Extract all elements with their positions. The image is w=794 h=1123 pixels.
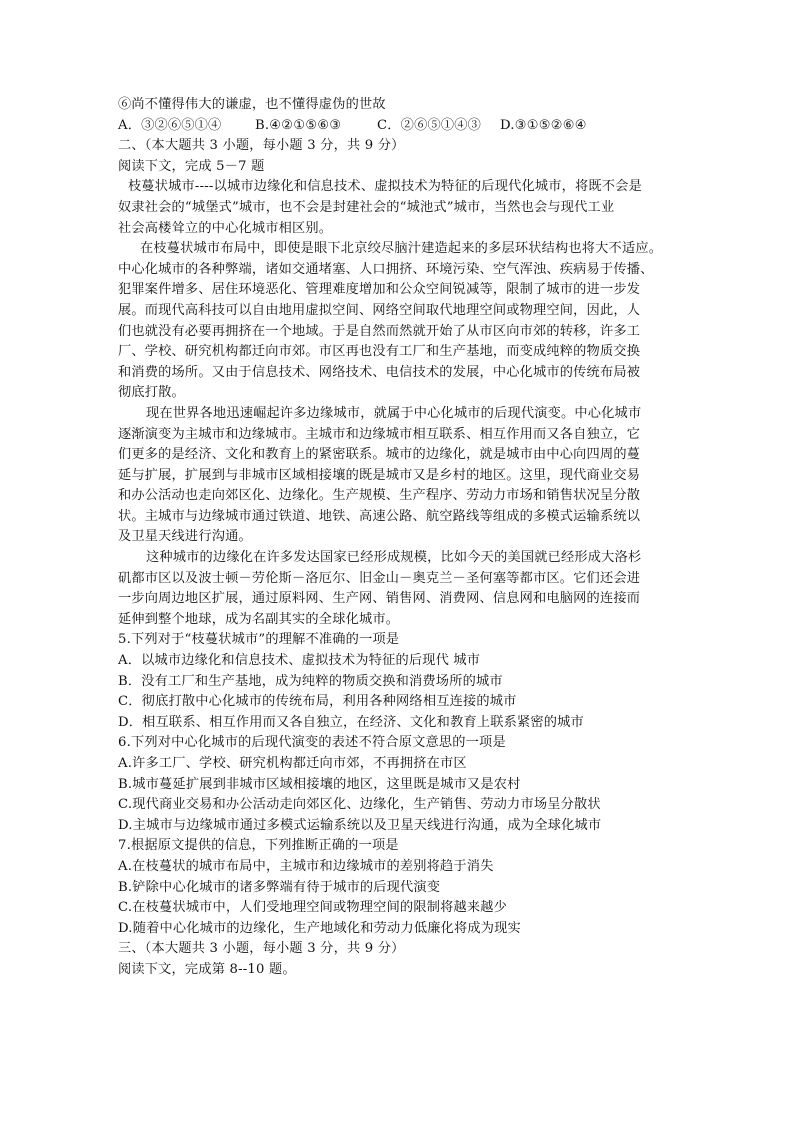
article-line: 和消费的场所。又由于信息技术、网络技术、电信技术的发展，中心化城市的传统布局被 [118, 364, 641, 380]
article-line: 状。主城市与边缘城市通过铁道、地铁、高速公路、航空路线等组成的多模式运输系统以 [118, 508, 641, 524]
article-line: 彻底打散。 [118, 385, 185, 401]
option-b: B．没有工厂和生产基地，成为纯粹的物质交换和消费场所的城市 [118, 673, 503, 689]
option-b: B.城市蔓延扩展到非城市区域相接壤的地区，这里既是城市又是农村 [118, 776, 521, 792]
article-line: 厂、学校、研究机构都迁向市郊。市区再也没有工厂和生产基地，而变成纯粹的物质交换 [118, 344, 641, 360]
article-line: 一步向周边地区扩展，通过原料网、生产网、销售网、消费网、信息网和电脑网的连接而 [118, 591, 641, 607]
option-a: A．以城市边缘化和信息技术、虚拟技术为特征的后现代 城市 [118, 653, 481, 669]
article-line: 奴隶社会的“城堡式”城市，也不会是封建社会的“城池式”城市，当然也会与现代工业 [118, 199, 615, 215]
article-line: 犯罪案件增多、居住环境恶化、管理难度增加和公众空间锐减等，限制了城市的进一步发 [118, 282, 641, 298]
article-line: 现在世界各地迅速崛起许多边缘城市，就属于中心化城市的后现代演变。中心化城市 [146, 405, 642, 421]
option-d: D．相互联系、相互作用而又各自独立，在经济、文化和教育上联系紧密的城市 [118, 714, 584, 730]
article-line: 延与扩展，扩展到与非城市区域相接壤的既是城市又是乡村的地区。这里，现代商业交易 [118, 467, 641, 483]
q4-option-a: A．③②⑥⑤①④ [118, 117, 222, 133]
article-line: 展。而现代高科技可以自由地用虚拟空间、网络空间取代地理空间或物理空间，因此，人 [118, 302, 641, 318]
article-line: 社会高楼耸立的中心化城市相区别。 [118, 220, 333, 236]
section-2-heading: 二、（本大题共 3 小题，每小题 3 分，共 9 分） [118, 138, 405, 154]
article-line: 逐渐演变为主城市和边缘城市。主城市和边缘城市相互联系、相互作用而又各自独立，它 [118, 426, 641, 442]
article-line: 和办公活动也走向郊区化、边缘化。生产规模、生产程序、劳动力市场和销售状况呈分散 [118, 488, 641, 504]
article-line: 在枝蔓状城市布局中，即使是眼下北京绞尽脑汁建造起来的多层环状结构也将大不适应。 [140, 241, 663, 257]
option-d: D.主城市与边缘城市通过多模式运输系统以及卫星天线进行沟通，成为全球化城市 [118, 817, 602, 833]
exam-page [118, 95, 678, 981]
article-line: 延伸到整个地球，成为名副其实的全球化城市。 [118, 611, 400, 627]
option-d: D.随着中心化城市的边缘化，生产地域化和劳动力低廉化将成为现实 [118, 920, 521, 936]
section-3-heading: 三、（本大题共 3 小题，每小题 3 分，共 9 分） [118, 941, 405, 957]
question-6 [118, 733, 678, 836]
q4-option-d: D.③①⑤②⑥④ [500, 117, 587, 133]
question-7 [118, 836, 678, 939]
question-stem: 7.根据原文提供的信息，下列推断正确的一项是 [118, 838, 399, 854]
article-line: 矶都市区以及波士顿－劳伦斯－洛厄尔、旧金山－奥克兰－圣何塞等都市区。它们还会进 [118, 570, 641, 586]
option-a: A.在枝蔓状的城市布局中，主城市和边缘城市的差别将趋于消失 [118, 858, 494, 874]
article-line: 们也就没有必要再拥挤在一个地域。于是自然而然就开始了从市区向市郊的转移，许多工 [118, 323, 641, 339]
article-paragraph-1 [118, 177, 678, 239]
option-a: A.许多工厂、学校、研究机构都迁向市郊，不再拥挤在市区 [118, 756, 467, 771]
q4-option-c: C．②⑥⑤①④③ [377, 117, 482, 133]
option-c: C．彻底打散中心化城市的传统布局，利用各种网络相互连接的城市 [118, 694, 517, 710]
q4-option-b: B.④②①⑤⑥③ [255, 117, 342, 133]
question-stem: 5.下列对于“枝蔓状城市”的理解不准确的一项是 [118, 632, 400, 648]
option-c: C.在枝蔓状城市中，人们受地理空间或物理空间的限制将越来越少 [118, 900, 508, 916]
article-paragraph-2 [118, 239, 678, 404]
article-line: 这种城市的边缘化在许多发达国家已经形成规模，比如今天的美国就已经形成大洛杉 [146, 550, 642, 566]
article-line: 中心化城市的各种弊端，诸如交通堵塞、人口拥挤、环境污染、空气浑浊、疾病易于传播、 [118, 261, 654, 277]
article-line: 及卫星天线进行沟通。 [118, 529, 252, 545]
option-c: C.现代商业交易和办公活动走向郊区化、边缘化，生产销售、劳动力市场呈分散状 [118, 797, 601, 813]
question-4-options [118, 116, 678, 137]
article-paragraph-4 [118, 548, 678, 630]
question-5 [118, 630, 678, 733]
article-line: 们更多的是经济、文化和教育上的紧密联系。城市的边缘化，就是城市由中心向四周的蔓 [118, 447, 641, 463]
option-b: B.铲除中心化城市的诸多弊端有待于城市的后现代演变 [118, 879, 441, 895]
article-paragraph-3 [118, 404, 678, 548]
article-line: 枝蔓状城市----以城市边缘化和信息技术、虚拟技术为特征的后现代化城市，将既不会是 [128, 179, 642, 195]
section-2-instruction: 阅读下文，完成 5－7 题 [118, 158, 265, 174]
section-3-instruction: 阅读下文，完成第 8--10 题。 [118, 961, 296, 977]
previous-item-6: ⑥尚不懂得伟大的谦虚，也不懂得虚伪的世故 [118, 97, 386, 112]
question-stem: 6.下列对中心化城市的后现代演变的表述不符合原文意思的一项是 [118, 735, 506, 751]
